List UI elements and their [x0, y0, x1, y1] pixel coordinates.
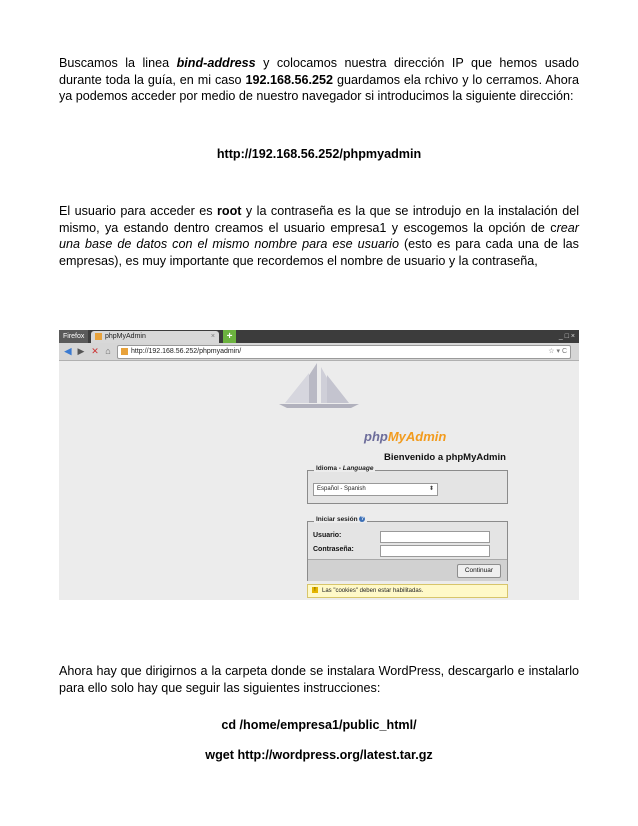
address-url: http://192.168.56.252/phpmyadmin/ — [131, 348, 242, 355]
create-db-option: rear una base de datos con el mismo nombre para ese usuario — [59, 220, 579, 251]
bookmark-reload-icons[interactable]: ☆ ▾ C — [548, 348, 567, 355]
login-legend — [314, 516, 367, 523]
phpmyadmin-url: http://192.168.56.252/phpmyadmin — [216, 147, 422, 161]
warning-icon: ! — [312, 587, 318, 593]
language-fieldset — [307, 465, 508, 504]
address-bar[interactable] — [117, 345, 571, 359]
cookie-warning — [307, 584, 508, 598]
username-label: Usuario: — [313, 532, 342, 539]
command-cd: cd /home/empresa1/public_html/ — [221, 718, 417, 732]
language-selected-value: Español - Spanish — [317, 486, 366, 492]
select-arrows-icon: ⬍ — [428, 486, 434, 492]
cookie-warning-text: Las "cookies" deben estar habilitadas. — [322, 588, 424, 594]
firefox-menu-button[interactable]: Firefox — [59, 330, 88, 343]
password-label: Contraseña: — [313, 546, 354, 553]
text-segment: y la contraseña es la que se introdujo en la instalación del mismo, ya estando dentro creamos el usuario empresa1 y escogemos la opción de c — [59, 204, 580, 235]
text-segment: Buscamos la linea — [59, 56, 177, 70]
language-legend-italic: Language — [342, 465, 374, 472]
command-wget: wget http://wordpress.org/latest.tar.gz — [205, 748, 433, 762]
browser-screenshot — [59, 330, 579, 600]
logo-myadmin: MyAdmin — [387, 429, 447, 444]
continue-button[interactable]: Continuar — [457, 564, 501, 578]
username-input[interactable] — [380, 531, 490, 543]
logo-php: php — [364, 429, 388, 444]
login-fieldset — [307, 516, 508, 581]
text-segment: y colocamos nuestra dirección IP que hemos usado durante toda la guía, en mi caso — [59, 56, 580, 87]
login-button-row — [308, 559, 507, 581]
phpmyadmin-sailboat-logo-icon — [269, 361, 369, 409]
password-input[interactable] — [380, 545, 490, 557]
site-favicon-icon — [121, 348, 128, 355]
login-legend-text: Iniciar sesión — [316, 516, 358, 523]
tab-close-icon[interactable]: × — [210, 333, 215, 340]
stop-icon[interactable]: ✕ — [91, 346, 99, 356]
ip-address: 192.168.56.252 — [245, 72, 334, 87]
forward-arrow-icon[interactable]: ▶ — [77, 346, 85, 356]
paragraph-root-user — [59, 203, 579, 269]
language-select[interactable] — [313, 483, 438, 496]
language-legend-text: Idioma - — [316, 465, 343, 472]
page-content — [59, 361, 579, 600]
help-icon[interactable]: ? — [360, 516, 364, 523]
welcome-heading: Bienvenido a phpMyAdmin — [384, 452, 506, 463]
tab-phpmyadmin[interactable] — [91, 331, 219, 343]
new-tab-button[interactable]: + — [223, 330, 236, 343]
bind-address-term: bind-address — [176, 56, 256, 70]
home-icon[interactable]: ⌂ — [105, 346, 111, 356]
paragraph-bind-address — [59, 55, 579, 105]
language-legend — [314, 465, 375, 472]
browser-titlebar — [59, 330, 579, 343]
tab-title: phpMyAdmin — [105, 333, 146, 340]
phpmyadmin-logo — [364, 429, 446, 444]
text-segment: guardamos ela rchivo y lo cerramos. Ahora ya podemos acceder por medio de nuestro navegador si introducimos la siguiente dirección: — [59, 72, 579, 103]
text-segment: (esto es para cada una de las empresas), es muy importante que recordemos el nombre de usuario y la contraseña, — [59, 237, 579, 268]
back-arrow-icon[interactable]: ◀ — [64, 346, 72, 356]
window-controls[interactable]: _ □ × — [558, 333, 575, 340]
text-segment: El usuario para acceder es — [59, 204, 218, 218]
paragraph-wordpress: Ahora hay que dirigirnos a la carpeta donde se instalara WordPress, descargarlo e instalarlo para ello solo hay que seguir las siguientes instrucciones: — [59, 664, 579, 695]
navigation-toolbar — [59, 343, 579, 361]
favicon-icon — [95, 333, 102, 340]
root-term: root — [217, 204, 242, 218]
